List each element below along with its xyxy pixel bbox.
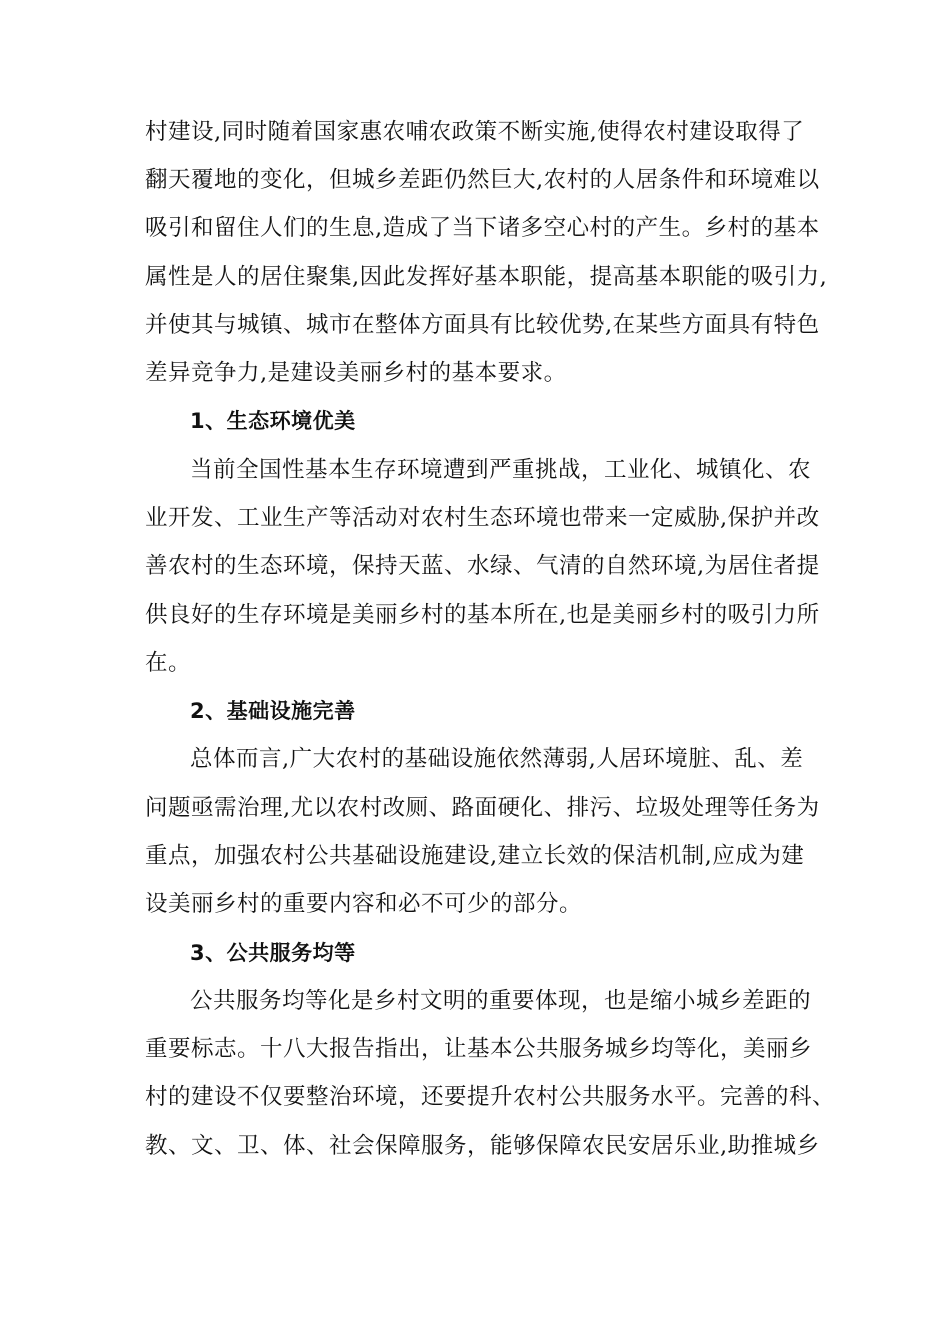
paragraph-line: 吸引和留住人们的生息,造成了当下诸多空心村的产生。乡村的基本 xyxy=(145,215,820,241)
paragraph-line: 总体而言,广大农村的基础设施依然薄弱,人居环境脏、乱、差 xyxy=(190,746,804,772)
paragraph-line: 公共服务均等化是乡村文明的重要体现，也是缩小城乡差距的 xyxy=(190,988,812,1014)
paragraph-line: 并使其与城镇、城市在整体方面具有比较优势,在某些方面具有特色 xyxy=(145,312,820,338)
section-heading: 1、生态环境优美 xyxy=(190,409,356,433)
paragraph-line: 当前全国性基本生存环境遭到严重挑战，工业化、城镇化、农 xyxy=(190,457,812,483)
paragraph-line: 村的建设不仅要整治环境，还要提升农村公共服务水平。完善的科、 xyxy=(145,1084,836,1110)
paragraph-line: 教、文、卫、体、社会保障服务，能够保障农民安居乐业,助推城乡 xyxy=(145,1133,820,1159)
paragraph-line: 重要标志。十八大报告指出，让基本公共服务城乡均等化，美丽乡 xyxy=(145,1036,813,1062)
paragraph-line: 供良好的生存环境是美丽乡村的基本所在,也是美丽乡村的吸引力所 xyxy=(145,602,820,628)
paragraph-line: 翻天覆地的变化，但城乡差距仍然巨大,农村的人居条件和环境难以 xyxy=(145,167,820,193)
paragraph-line: 重点，加强农村公共基础设施建设,建立长效的保洁机制,应成为建 xyxy=(145,843,805,869)
paragraph-line: 村建设,同时随着国家惠农哺农政策不断实施,使得农村建设取得了 xyxy=(145,119,805,145)
paragraph-line: 设美丽乡村的重要内容和必不可少的部分。 xyxy=(145,891,583,917)
paragraph-line: 业开发、工业生产等活动对农村生态环境也带来一定威胁,保护并改 xyxy=(145,505,820,531)
paragraph-line: 差异竞争力,是建设美丽乡村的基本要求。 xyxy=(145,360,567,386)
paragraph-line: 问题亟需治理,尤以农村改厕、路面硬化、排污、垃圾处理等任务为 xyxy=(145,795,820,821)
paragraph-line: 属性是人的居住聚集,因此发挥好基本职能，提高基本职能的吸引力, xyxy=(145,264,828,290)
paragraph-line: 在。 xyxy=(145,650,192,676)
section-heading: 3、公共服务均等 xyxy=(190,941,356,965)
section-heading: 2、基础设施完善 xyxy=(190,699,356,723)
paragraph-line: 善农村的生态环境，保持天蓝、水绿、气清的自然环境,为居住者提 xyxy=(145,553,820,579)
